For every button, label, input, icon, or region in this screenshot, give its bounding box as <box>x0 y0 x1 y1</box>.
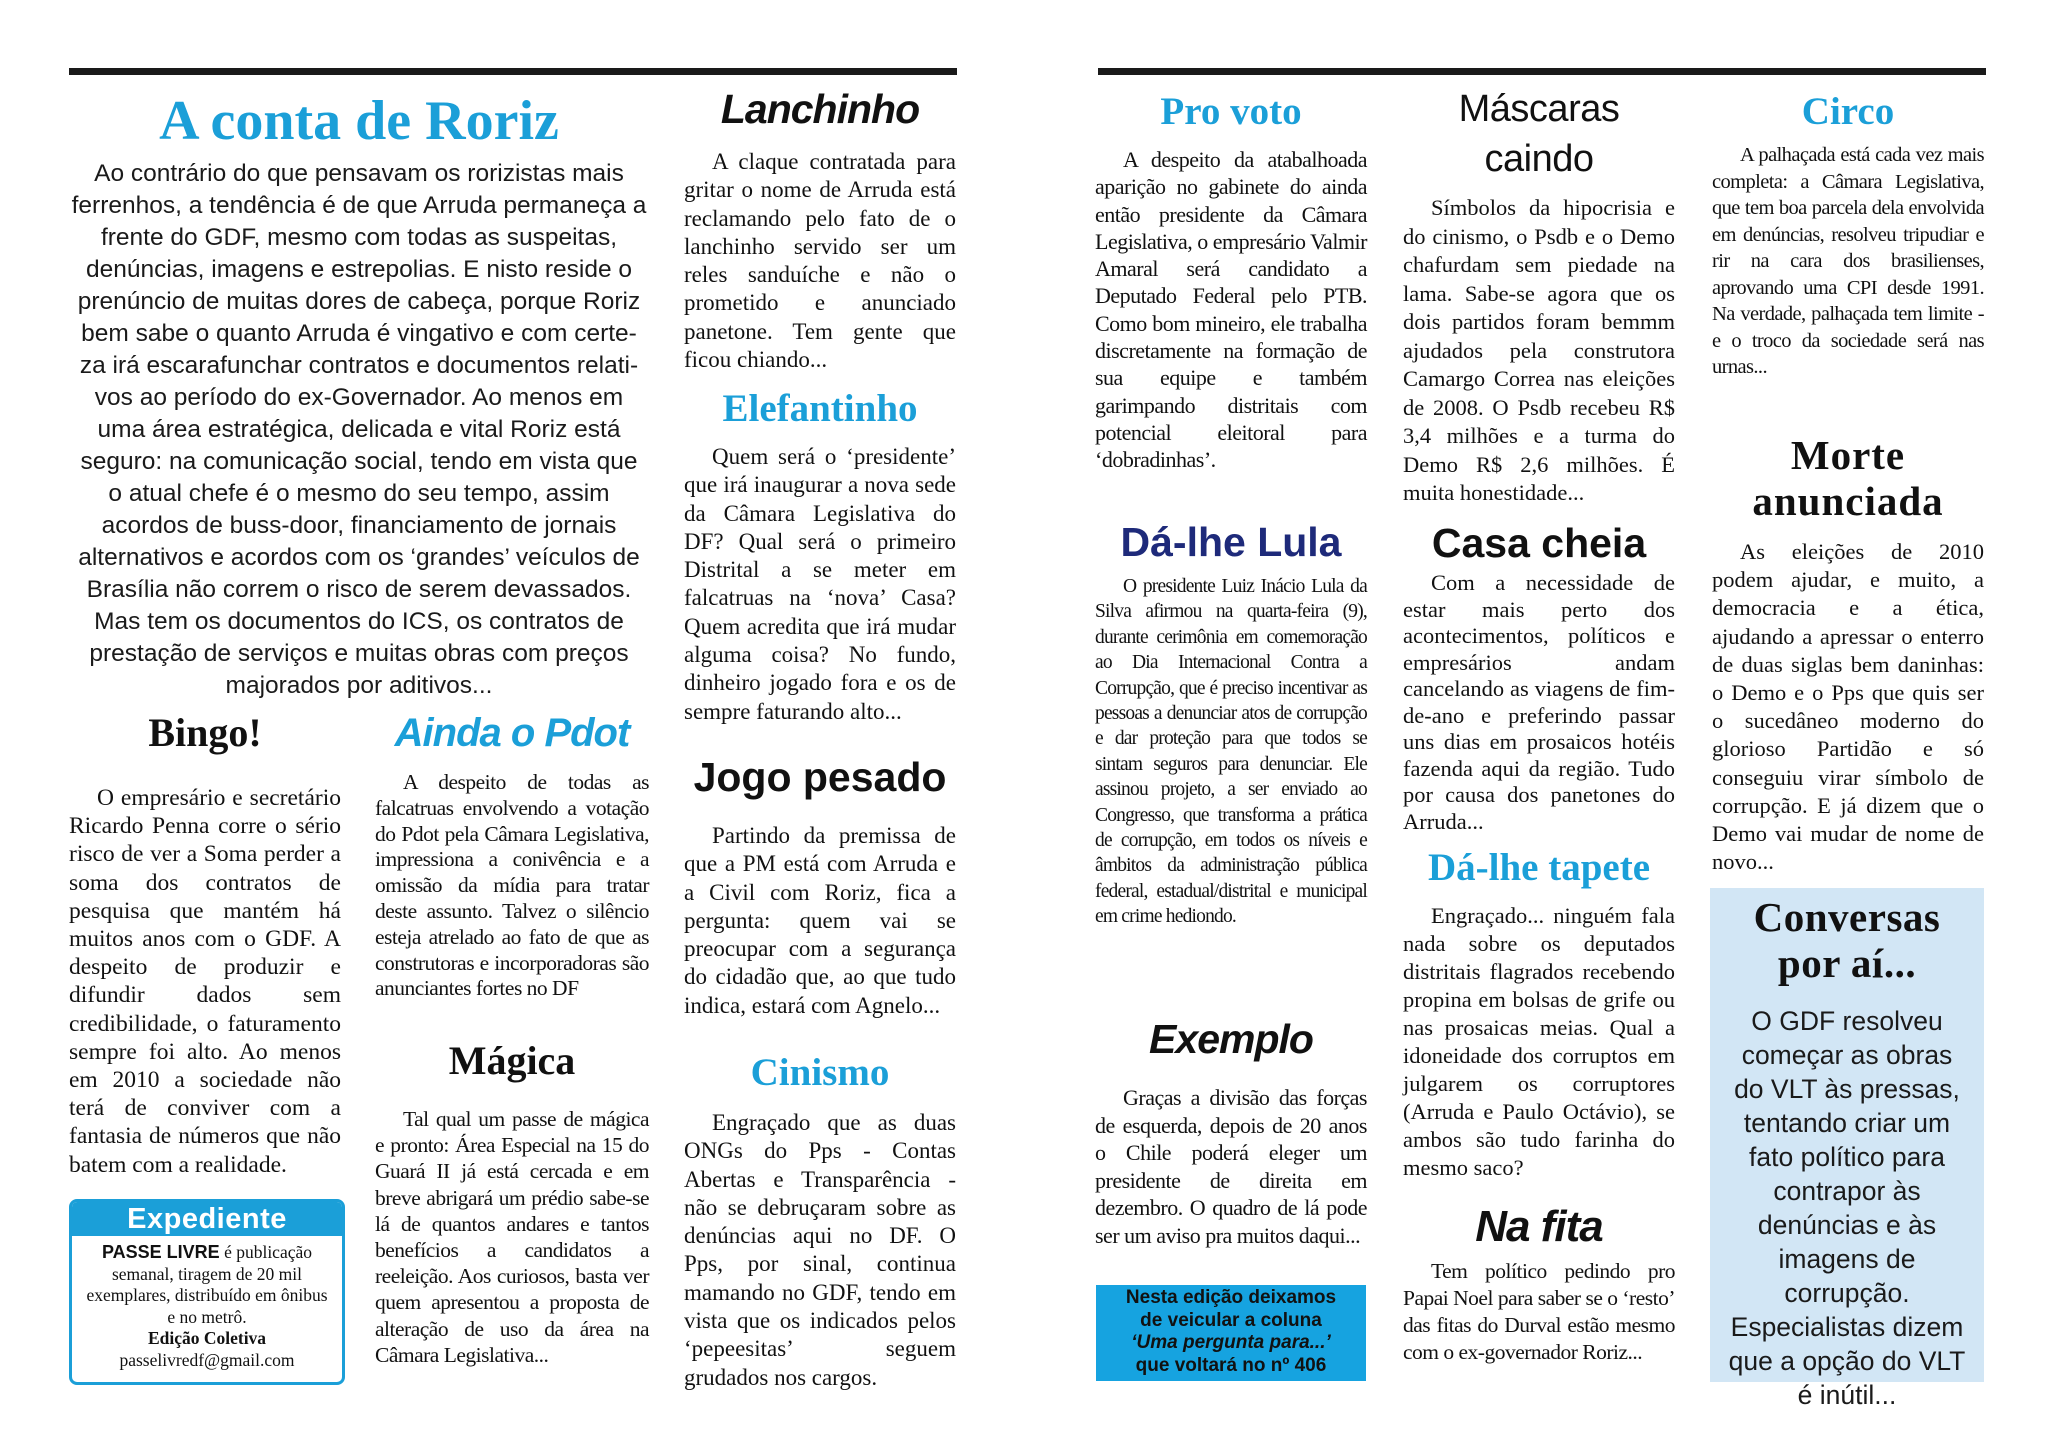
expediente-title: Expediente <box>72 1202 342 1236</box>
notice-text <box>1096 1285 1366 1377</box>
expediente-text: é publicação semanal, tiragem de 20 mil exemplares, distribuído em ônibus e no metrô. <box>86 1242 328 1327</box>
article-title: Circo <box>1801 90 1895 133</box>
article-na-fita <box>1403 1202 1675 1366</box>
body-line: prestação de serviços e muitas obras com preços <box>89 640 629 667</box>
conversas-title <box>1710 888 1984 986</box>
article-cinismo <box>684 1049 956 1392</box>
article-body <box>70 158 648 702</box>
article-circo <box>1712 88 1984 381</box>
body-line: frente do GDF, mesmo com todas as suspeitas, <box>100 224 618 251</box>
article-title: Bingo! <box>148 710 262 755</box>
article-title: Máscaras caindo <box>1458 88 1620 180</box>
article-title: Dá-lhe tapete <box>1427 846 1651 889</box>
body-line: alternativos e acordos com os ‘grandes’ veículos de <box>78 544 640 571</box>
article-title: Jogo pesado <box>693 754 947 800</box>
article-body: Com a necessidade de estar mais perto dos acontecimentos, políticos e empresários andam cancelando as viagens de fim-de-ano e preferindo passar uns dias em prosaicos hotéis fazenda aqui da região. Tudo por causa dos panetones do Arruda... <box>1403 570 1675 834</box>
body-line: Mas tem os documentos do ICS, os contratos de <box>94 608 624 635</box>
article-body: O presidente Luiz Inácio Lula da Silva afirmou na quarta-feira (9), durante cerimônia em comemoração ao Dia Internacional Contra a Corrupção, que é preciso incentivar as pessoas a denunciar atos de corrupção e dar proteção para que todos se sintam seguros para denunciar. Ele assinou projeto, a ser enviado ao Congresso, que transforma a prática de corrupção, em todos os níveis e âmbitos da administração pública federal, estadual/distrital e municipal em crime hediondo. <box>1095 576 1367 928</box>
article-casa-cheia <box>1403 518 1675 835</box>
body-line: bem sabe o quanto Arruda é vingativo e com certe- <box>81 320 637 347</box>
body-line: seguro: na comunicação social, tendo em vista que <box>80 448 638 475</box>
top-rule-left <box>69 68 957 75</box>
conversas-box <box>1710 888 1984 1410</box>
article-body: Engraçado que as duas ONGs do Pps - Contas Abertas e Transparência - não se debruçaram sobre as denúncias aqui no DF. O Pps, por sinal, continua mamando no GDF, tendo em vista que os indicados pelos ‘pepeesitas’ seguem grudados nos cargos. <box>684 1110 956 1390</box>
body-line: majorados por aditivos... <box>225 672 493 699</box>
article-morte-anunciada <box>1712 432 1984 876</box>
notice-line: Nesta edição deixamos <box>1125 1287 1337 1308</box>
body-line: denúncias, imagens e estrepolias. E nisto reside o <box>85 256 633 283</box>
expediente-edition: Edição Coletiva <box>147 1328 267 1348</box>
body-line: vos ao período do ex-Governador. Ao menos em <box>94 384 624 411</box>
article-body: Símbolos da hipocrisia e do cinismo, o Psdb e o Demo chafurdam sem piedade na lama. Sabe-se agora que os dois partidos foram bemmm ajudados pela construtora Camargo Correa nas eleições de 2008. O Psdb recebeu R$ 3,4 milhões e a turma do Demo R$ 2,6 milhões. É muita honestidade... <box>1403 195 1675 505</box>
article-jogo-pesado <box>684 752 956 1020</box>
expediente-box <box>69 1199 345 1385</box>
article-title: A conta de Roriz <box>159 90 559 152</box>
article-bingo <box>69 708 341 1179</box>
article-mascaras-caindo <box>1403 84 1675 508</box>
article-title: Na fita <box>1475 1202 1603 1251</box>
article-body: A claque contratada para gritar o nome de Arruda está reclamando pelo fato de o lanchinho servido ser um reles sanduíche e não o prometido e anunciado panetone. Tem gente que ficou chiando... <box>684 149 956 373</box>
article-dalhe-tapete <box>1403 844 1675 1182</box>
expediente-brand: PASSE LIVRE <box>101 1242 220 1262</box>
article-body: Graças a divisão das forças de esquerda, depois de 20 anos o Chile poderá eleger um presidente de direita em dezembro. O quadro de lá pode ser um aviso pra muitos daqui... <box>1095 1085 1367 1248</box>
article-title: Exemplo <box>1149 1016 1313 1062</box>
body-line: acordos de buss-door, financiamento de jornais <box>101 512 617 539</box>
notice-line: que voltará no nº 406 <box>1135 1354 1327 1376</box>
expediente-email[interactable]: passelivredf@gmail.com <box>119 1349 295 1370</box>
article-lanchinho <box>684 84 956 374</box>
article-title: Pro voto <box>1160 90 1302 133</box>
article-body: Tem político pedindo pro Papai Noel para saber se o ‘resto’ das fitas do Durval estão mesmo com o ex-governador Roriz... <box>1403 1259 1675 1364</box>
article-dalhe-lula <box>1095 516 1367 930</box>
notice-line: ‘Uma pergunta para...’ <box>1131 1332 1331 1353</box>
article-title: Casa cheia <box>1431 520 1647 566</box>
title-line: Conversas <box>1753 894 1941 940</box>
title-line: anunciada <box>1752 478 1944 524</box>
body-line: Brasília não correm o risco de serem devassados. <box>86 576 632 603</box>
article-conta-de-roriz <box>70 86 648 702</box>
conversas-body: O GDF resolveu começar as obras do VLT às pressas, tentando criar um fato político para contrapor às denúncias e às imagens de corrupção. Especialistas dizem que a opção do VLT é inútil... <box>1728 1006 1966 1410</box>
article-body: A despeito de todas as falcatruas envolvendo a votação do Pdot pela Câmara Legislativa, impressiona a conivência e a omissão da mídia para tratar deste assunto. Talvez o silêncio esteja atrelado ao fato de que as construtoras e incorporadoras são anunciantes fortes no DF <box>375 770 649 1001</box>
article-title: Mágica <box>448 1038 576 1083</box>
notice-box <box>1096 1285 1366 1381</box>
article-title: Lanchinho <box>720 86 920 132</box>
article-body: A palhaçada está cada vez mais completa: a Câmara Legislativa, que tem boa parcela dela envolvida em denúncias, resolveu tripudiar e rir na cara dos brasilienses, aprovando uma CPI desde 1991. Na verdade, palhaçada tem limite - e o troco da sociedade será nas urnas... <box>1712 144 1984 378</box>
article-title: Elefantinho <box>722 387 918 430</box>
body-line: prenúncio de muitas dores de cabeça, porque Roriz <box>77 288 641 315</box>
article-magica <box>375 1036 649 1368</box>
top-rule-right <box>1098 68 1986 75</box>
expediente-body <box>72 1236 342 1371</box>
notice-line: de veicular a coluna <box>1140 1309 1322 1331</box>
article-body: Engraçado... ninguém fala nada sobre os deputados distritais flagrados recebendo propina em bolsas de grife ou nas prosaicas meias. Qual a idoneidade dos corruptos em julgarem os corruptores (Arruda e Paulo Octávio), se ambos são tudo farinha do mesmo saco? <box>1403 903 1675 1180</box>
article-title: Ainda o Pdot <box>394 711 630 755</box>
article-title: Dá-lhe Lula <box>1120 519 1342 565</box>
article-title <box>1712 432 1984 524</box>
article-body: Partindo da premissa de que a PM está com Arruda e a Civil com Roriz, fica a pergunta: quem vai se preocupar com a segurança do cidadão que, ao que tudo indica, estará com Agnelo... <box>684 823 956 1018</box>
article-body: Quem será o ‘presidente’ que irá inaugurar a nova sede da Câmara Legislativa do DF? Qual será o primeiro Distrital a se meter em falcatruas na ‘nova’ Casa? Quem acredita que irá mudar alguma coisa? No fundo, dinheiro jogado fora e os de sempre faturando alto... <box>684 444 956 724</box>
body-line: ferrenhos, a tendência é de que Arruda permaneça a <box>71 192 647 219</box>
body-line: za irá escarafunchar contratos e documentos relati- <box>79 352 639 379</box>
article-body: O empresário e secretário Ricardo Penna corre o sério risco de ver a Soma perder a soma dos contratos de pesquisa que mantém há muitos anos com o GDF. A despeito de produzir e difundir dados sem credibilidade, o faturamento sempre foi alto. Ao menos em 2010 a sociedade não terá de conviver com a fantasia de números que não batem com a realidade. <box>69 785 341 1178</box>
title-line: por aí... <box>1777 940 1917 986</box>
article-body: A despeito da atabalhoada aparição no gabinete do ainda então presidente da Câmara Legislativa, o empresário Valmir Amaral será candidato a Deputado Federal pelo PTB. Como bom mineiro, ele trabalha discretamente na formação de sua equipe e também garimpando distritais com potencial eleitoral para ‘dobradinhas’. <box>1095 147 1367 473</box>
article-body: Tal qual um passe de mágica e pronto: Área Especial na 15 do Guará II já está cercada e em breve abrigará um prédio sabe-se lá de quantos andares e tantos benefícios a candidatos a reeleição. Aos curiosos, basta ver quem apresentou a proposta de alteração de uso da área na Câmara Legislativa... <box>375 1107 649 1367</box>
article-elefantinho <box>684 385 956 726</box>
article-pro-voto <box>1095 88 1367 474</box>
body-line: o atual chefe é o mesmo do seu tempo, assim <box>108 480 610 507</box>
article-title: Cinismo <box>750 1051 890 1094</box>
body-line: Ao contrário do que pensavam os rorizistas mais <box>94 160 624 187</box>
article-body: As eleições de 2010 podem ajudar, e muito, a democracia e a ética, ajudando a apressar o enterro de duas siglas bem daninhas: o Demo e o Pps que quis ser o sucedâneo moderno do glorioso Partidão e só conseguiu virar símbolo de corrupção. E já dizem que o Demo vai mudar de nome de novo... <box>1712 539 1984 875</box>
article-exemplo <box>1095 1014 1367 1249</box>
article-ainda-o-pdot <box>375 708 649 1002</box>
body-line: uma área estratégica, delicada e vital Roriz está <box>97 416 621 443</box>
title-line: Morte <box>1790 432 1906 478</box>
